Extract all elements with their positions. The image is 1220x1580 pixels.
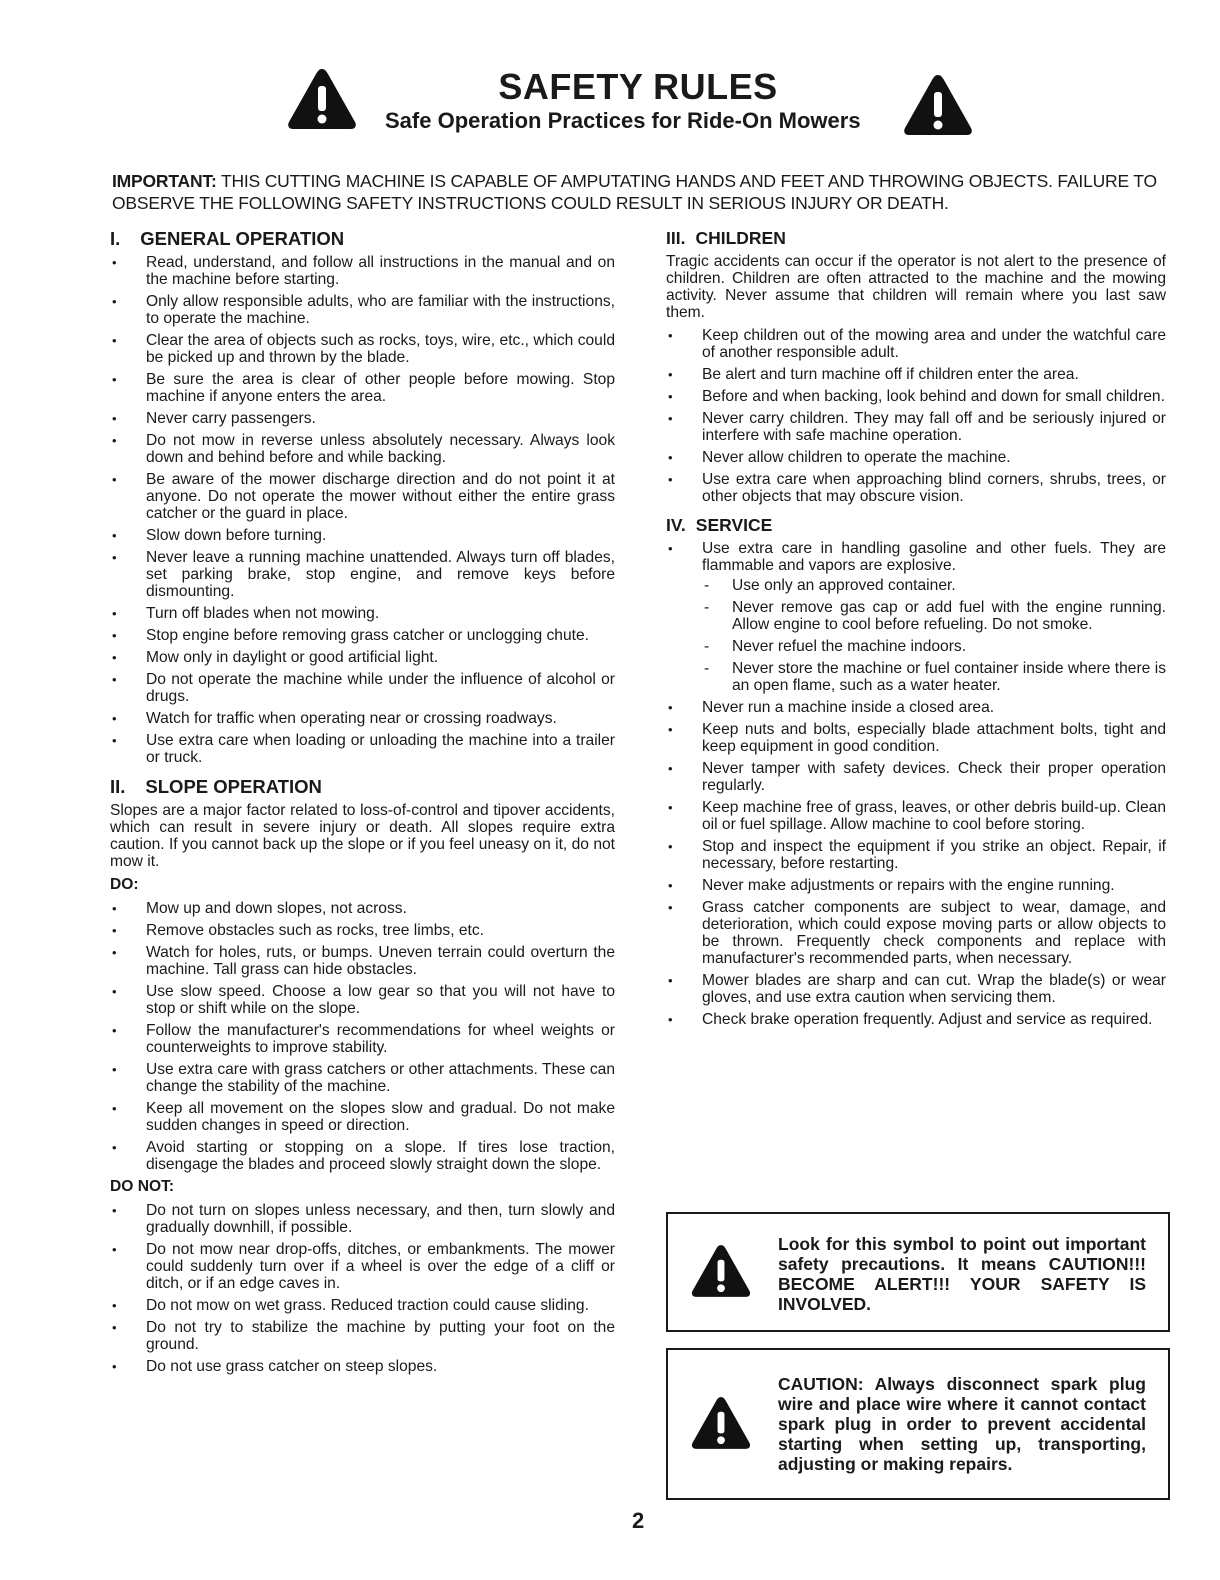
list-item-text: Do not operate the machine while under the influence of alcohol or drugs. [146, 671, 615, 705]
page-header [0, 62, 1220, 142]
list-item [110, 1061, 615, 1095]
bullet: • [112, 1359, 117, 1374]
list-item-text: Do not use grass catcher on steep slopes. [146, 1358, 438, 1375]
list-item-text: Never tamper with safety devices. Check their proper operation regularly. [702, 760, 1166, 794]
bullet: • [112, 650, 117, 665]
list-item-text: Do not mow near drop-offs, ditches, or embankments. The mower could suddenly turn over if a wheel is over the edge of a cliff or ditch, or if an edge caves in. [146, 1241, 615, 1292]
list-item [110, 1202, 615, 1236]
caution-text: CAUTION: Always disconnect spark plug wire and place wire where it cannot contact spark plug in order to prevent accidental starting when setting up, transporting, adjusting or making repairs. [778, 1374, 1146, 1474]
list-item [666, 449, 1166, 466]
list-item [110, 1358, 615, 1375]
list-item-text: Never store the machine or fuel container inside where there is an open flame, such as a water heater. [732, 660, 1166, 694]
list-item [666, 972, 1166, 1006]
bullet: • [112, 672, 117, 687]
list-item [110, 983, 615, 1017]
bullet: • [112, 1101, 117, 1116]
list-item [666, 899, 1166, 967]
section-service [666, 515, 1166, 536]
important-text: THIS CUTTING MACHINE IS CAPABLE OF AMPUTATING HANDS AND FEET AND THROWING OBJECTS. FAILURE TO OBSERVE THE FOLLOWING SAFETY INSTRUCTIONS COULD RESULT IN SERIOUS INJURY OR DEATH. [112, 171, 1157, 213]
list-item-text: Watch for holes, ruts, or bumps. Uneven terrain could overturn the machine. Tall grass can hide obstacles. [146, 944, 615, 978]
list-item-text: Mower blades are sharp and can cut. Wrap the blade(s) or wear gloves, and use extra caution when servicing them. [702, 972, 1166, 1006]
slope-intro: Slopes are a major factor related to loss-of-control and tipover accidents, which can result in severe injury or death. All slopes require extra caution. If you cannot back up the slope or if you feel uneasy on it, do not mow it. [110, 802, 615, 870]
list-item [666, 838, 1166, 872]
list-item-text: Grass catcher components are subject to wear, damage, and deterioration, which could expose moving parts or allow objects to be thrown. Frequently check components and replace with manufacturer's recommended parts, when necessary. [702, 899, 1166, 967]
list-item [666, 327, 1166, 361]
bullet: • [112, 528, 117, 543]
bullet: • [668, 367, 673, 382]
list-item [110, 922, 615, 939]
children-list [666, 327, 1166, 505]
bullet: • [112, 733, 117, 748]
bullet: • [668, 411, 673, 426]
list-item [110, 1022, 615, 1056]
bullet: • [112, 372, 117, 387]
list-item-text: Watch for traffic when operating near or crossing roadways. [146, 710, 557, 727]
list-item [110, 1319, 615, 1353]
warning-triangle-icon [690, 1242, 752, 1300]
list-item-text: Be alert and turn machine off if children enter the area. [702, 366, 1079, 383]
list-item [110, 254, 615, 288]
dash: - [704, 638, 710, 655]
list-item [666, 388, 1166, 405]
bullet: • [112, 1320, 117, 1335]
list-item [702, 577, 1166, 594]
bullet: • [668, 722, 673, 737]
list-item-text: Never refuel the machine indoors. [732, 638, 967, 655]
dash: - [704, 599, 710, 616]
list-item-text: Mow only in daylight or good artificial light. [146, 649, 439, 666]
bullet: • [112, 711, 117, 726]
slope-do-not-list [110, 1202, 615, 1375]
list-item-text: Never leave a running machine unattended. Always turn off blades, set parking brake, stop engine, and remove keys before dismounting. [146, 549, 615, 600]
list-item [110, 710, 615, 727]
section-general-operation [110, 228, 615, 250]
list-item-text: Be sure the area is clear of other people before mowing. Stop machine if anyone enters the area. [146, 371, 615, 405]
list-item [666, 699, 1166, 716]
service-list [666, 699, 1166, 1028]
list-item [110, 410, 615, 427]
list-item-text: Follow the manufacturer's recommendations for wheel weights or counterweights to improve stability. [146, 1022, 615, 1056]
list-item-text: Clear the area of objects such as rocks, toys, wire, etc., which could be picked up and thrown by the blade. [146, 332, 615, 366]
bullet: • [668, 472, 673, 487]
section-title: SLOPE OPERATION [145, 776, 322, 797]
important-label: IMPORTANT: [112, 171, 217, 191]
bullet: • [112, 945, 117, 960]
bullet: • [112, 1140, 117, 1155]
list-item-text: Keep children out of the mowing area and under the watchful care of another responsible adult. [702, 327, 1166, 361]
list-item-text: Stop and inspect the equipment if you strike an object. Repair, if necessary, before restarting. [702, 838, 1166, 872]
important-notice [112, 170, 1172, 214]
page-number: 2 [632, 1508, 645, 1533]
list-item [110, 605, 615, 622]
list-item-text: Use slow speed. Choose a low gear so that you will not have to stop or shift while on the slope. [146, 983, 615, 1017]
section-number: IV. [666, 515, 686, 535]
list-item-text: Keep machine free of grass, leaves, or other debris build-up. Clean oil or fuel spillage. Allow machine to cool before storing. [702, 799, 1166, 833]
do-label: DO: [110, 876, 139, 893]
list-item [702, 599, 1166, 633]
list-item [110, 627, 615, 644]
list-item [666, 799, 1166, 833]
service-fuel-list [666, 540, 1166, 694]
warning-triangle-icon [690, 1394, 752, 1452]
list-item-text: Be aware of the mower discharge direction and do not point it at anyone. Do not operate the mower without either the entire grass catcher or the guard in place. [146, 471, 615, 522]
list-item-text: Never make adjustments or repairs with the engine running. [702, 877, 1115, 894]
bullet: • [112, 1242, 117, 1257]
list-item-text: Slow down before turning. [146, 527, 327, 544]
list-item [666, 1011, 1166, 1028]
list-item-text: Never remove gas cap or add fuel with the engine running. Allow engine to cool before refueling. Do not smoke. [732, 599, 1166, 633]
list-item [666, 760, 1166, 794]
list-item [110, 471, 615, 522]
list-item-text: Avoid starting or stopping on a slope. If tires lose traction, disengage the blades and proceed slowly straight down the slope. [146, 1139, 615, 1173]
do-not-label: DO NOT: [110, 1178, 175, 1195]
dash: - [704, 577, 710, 594]
list-item-text: Use extra care with grass catchers or other attachments. These can change the stability of the machine. [146, 1061, 615, 1095]
section-title: CHILDREN [695, 228, 786, 248]
bullet: • [112, 606, 117, 621]
list-item-text: Do not mow on wet grass. Reduced traction could cause sliding. [146, 1297, 589, 1314]
bullet: • [112, 255, 117, 270]
bullet: • [112, 628, 117, 643]
page-subtitle: Safe Operation Practices for Ride-On Mowers [385, 108, 861, 133]
section-number: II. [110, 776, 126, 797]
caution-box [666, 1348, 1170, 1500]
list-item-text: Remove obstacles such as rocks, tree limbs, etc. [146, 922, 484, 939]
bullet: • [112, 294, 117, 309]
list-item [666, 366, 1166, 383]
bullet: • [668, 761, 673, 776]
list-item [110, 293, 615, 327]
right-column [666, 228, 1166, 1033]
list-item [110, 732, 615, 766]
list-item-text: Do not mow in reverse unless absolutely necessary. Always look down and behind before and while backing. [146, 432, 615, 466]
bullet: • [668, 878, 673, 893]
list-item [110, 1241, 615, 1292]
list-item [110, 549, 615, 600]
list-item [702, 638, 1166, 655]
section-number: I. [110, 228, 121, 249]
bullet: • [112, 1203, 117, 1218]
list-item [110, 371, 615, 405]
symbol-notice-text: Look for this symbol to point out important safety precautions. It means CAUTION!!! BECOME ALERT!!! YOUR SAFETY IS INVOLVED. [778, 1234, 1146, 1314]
bullet: • [112, 901, 117, 916]
section-title: SERVICE [695, 515, 773, 535]
list-item [110, 432, 615, 466]
list-item-text: Use extra care when loading or unloading the machine into a trailer or truck. [146, 732, 615, 766]
list-item [110, 527, 615, 544]
bullet: • [112, 333, 117, 348]
bullet: • [668, 389, 673, 404]
list-item [110, 332, 615, 366]
list-item-text: Do not turn on slopes unless necessary, and then, turn slowly and gradually downhill, if possible. [146, 1202, 615, 1236]
bullet: • [668, 700, 673, 715]
list-item [110, 1100, 615, 1134]
list-item-text: Turn off blades when not mowing. [146, 605, 380, 622]
list-item [666, 877, 1166, 894]
bullet: • [112, 1023, 117, 1038]
bullet: • [112, 1298, 117, 1313]
bullet: • [112, 411, 117, 426]
bullet: • [668, 541, 673, 556]
list-item-text: Check brake operation frequently. Adjust and service as required. [702, 1011, 1153, 1028]
list-item-text: Do not try to stabilize the machine by putting your foot on the ground. [146, 1319, 615, 1353]
list-item-text: Never carry passengers. [146, 410, 316, 427]
symbol-notice-box [666, 1212, 1170, 1332]
bullet: • [112, 550, 117, 565]
list-item-text: Read, understand, and follow all instructions in the manual and on the machine before starting. [146, 254, 615, 288]
children-intro: Tragic accidents can occur if the operator is not alert to the presence of children. Children are often attracted to the machine and the mowing activity. Never assume that children will remain where you last saw them. [666, 253, 1166, 321]
bullet: • [668, 1012, 673, 1027]
list-item-text: Use extra care when approaching blind corners, shrubs, trees, or other objects that may obscure vision. [702, 471, 1166, 505]
bullet: • [668, 900, 673, 915]
list-item [666, 540, 1166, 694]
section-title: GENERAL OPERATION [140, 228, 345, 249]
list-item-text: Mow up and down slopes, not across. [146, 900, 407, 917]
list-item-text: Never allow children to operate the machine. [702, 449, 1011, 466]
list-item [110, 900, 615, 917]
fuel-sub-list [702, 577, 1166, 694]
bullet: • [668, 328, 673, 343]
warning-triangle-icon [902, 72, 974, 138]
bullet: • [112, 472, 117, 487]
list-item [702, 660, 1166, 694]
left-column [110, 228, 615, 1380]
general-operation-list [110, 254, 615, 766]
bullet: • [668, 973, 673, 988]
list-item-text: Never run a machine inside a closed area. [702, 699, 995, 716]
bullet: • [112, 433, 117, 448]
section-slope-operation [110, 776, 615, 798]
list-item-text: Never carry children. They may fall off and be seriously injured or interfere with safe machine operation. [702, 410, 1166, 444]
list-item [666, 721, 1166, 755]
page-title: SAFETY RULES [498, 66, 778, 107]
section-children [666, 228, 1166, 249]
list-item-text: Before and when backing, look behind and down for small children. [702, 388, 1165, 405]
bullet: • [668, 800, 673, 815]
list-item-text: Only allow responsible adults, who are familiar with the instructions, to operate the machine. [146, 293, 615, 327]
list-item [110, 671, 615, 705]
list-item-text: Use extra care in handling gasoline and other fuels. They are flammable and vapors are explosive. [702, 540, 1166, 574]
bullet: • [668, 839, 673, 854]
bullet: • [112, 1062, 117, 1077]
list-item-text: Keep nuts and bolts, especially blade attachment bolts, tight and keep equipment in good condition. [702, 721, 1166, 755]
slope-do-list [110, 900, 615, 1173]
list-item [110, 944, 615, 978]
bullet: • [668, 450, 673, 465]
dash: - [704, 660, 710, 677]
list-item-text: Keep all movement on the slopes slow and gradual. Do not make sudden changes in speed or direction. [146, 1100, 615, 1134]
bullet: • [112, 923, 117, 938]
list-item [666, 471, 1166, 505]
list-item-text: Stop engine before removing grass catcher or unclogging chute. [146, 627, 589, 644]
list-item [110, 1297, 615, 1314]
bullet: • [112, 984, 117, 999]
section-number: III. [666, 228, 686, 248]
list-item [666, 410, 1166, 444]
list-item [110, 649, 615, 666]
list-item [110, 1139, 615, 1173]
list-item-text: Use only an approved container. [732, 577, 956, 594]
